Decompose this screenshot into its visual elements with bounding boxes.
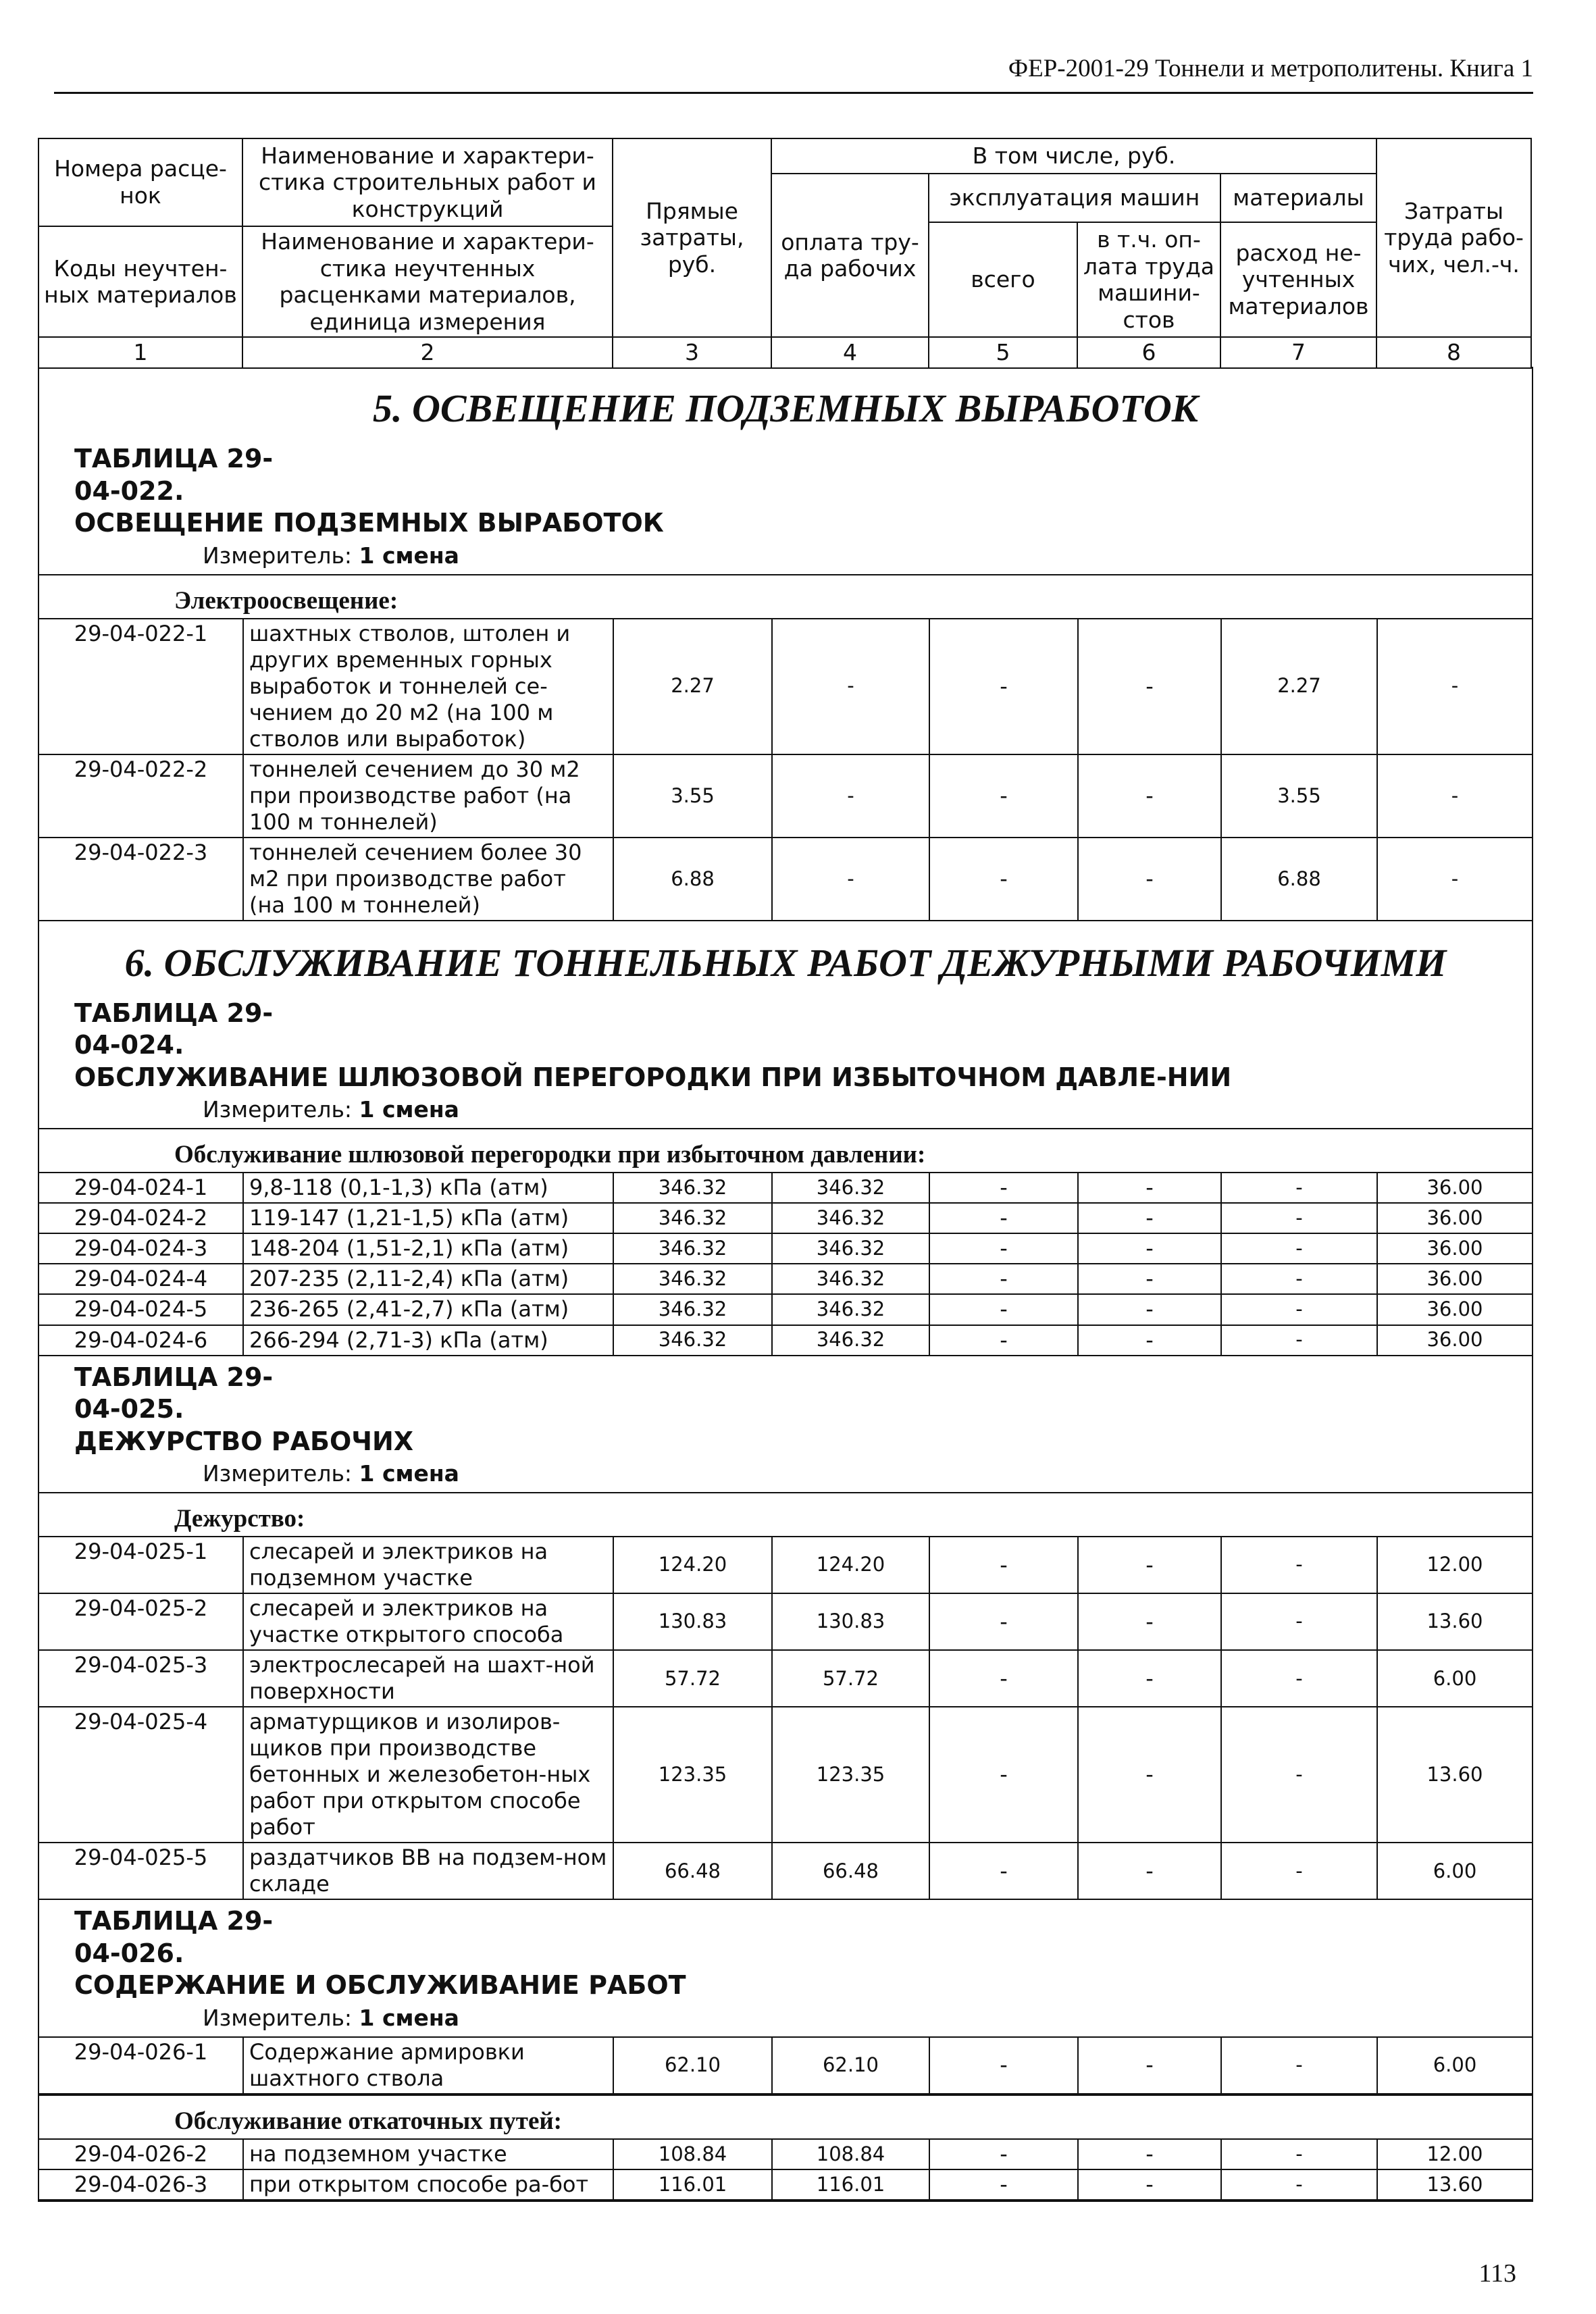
machines-total: - — [929, 1233, 1078, 1264]
col-num-6: 6 — [1077, 337, 1220, 368]
col-labor-header: Затраты труда рабо-чих, чел.-ч. — [1376, 138, 1531, 337]
rate-name: Содержание армировки шахтного ствола — [243, 2037, 613, 2094]
labor-cost: 13.60 — [1377, 2169, 1532, 2200]
direct-cost: 346.32 — [613, 1173, 772, 1203]
col-direct-header: Прямые затраты, руб. — [613, 138, 771, 337]
rate-code: 29-04-026-1 — [39, 2037, 243, 2094]
rate-name: на подземном участке — [243, 2139, 613, 2169]
rate-name: 236-265 (2,41-2,7) кПа (атм) — [243, 1294, 613, 1325]
table-code: ТАБЛИЦА 29-04-022. — [74, 444, 274, 506]
wage-cost: - — [772, 619, 929, 754]
machinist-wage: - — [1078, 1203, 1221, 1233]
direct-cost: 2.27 — [613, 619, 772, 754]
meter-line — [39, 540, 1532, 574]
labor-cost: 36.00 — [1377, 1233, 1532, 1264]
col-num-3: 3 — [613, 337, 771, 368]
table-title — [39, 1900, 1532, 2002]
labor-cost: 36.00 — [1377, 1294, 1532, 1325]
rate-name: 207-235 (2,11-2,4) кПа (атм) — [243, 1264, 613, 1294]
table-row — [39, 2139, 1532, 2169]
machines-total: - — [929, 1203, 1078, 1233]
meter-value: 1 смена — [359, 1096, 459, 1123]
direct-cost: 108.84 — [613, 2139, 772, 2169]
wage-cost: 124.20 — [772, 1537, 929, 1593]
col-num-5: 5 — [929, 337, 1077, 368]
col-name-header: Наименование и характери-стика строительных работ и конструкций — [242, 138, 613, 226]
materials-cost: - — [1221, 2139, 1377, 2169]
table-title — [39, 1356, 1532, 1458]
col-wage-header: оплата тру-да рабочих — [771, 174, 929, 337]
machinist-wage: - — [1078, 2037, 1221, 2094]
materials-cost: - — [1221, 1264, 1377, 1294]
table-code: ТАБЛИЦА 29-04-026. — [74, 1906, 274, 1968]
machinist-wage: - — [1078, 1537, 1221, 1593]
table-code: ТАБЛИЦА 29-04-025. — [74, 1362, 274, 1424]
rate-name: шахтных стволов, штолен и других временных горных выработок и тоннелей се-чением до 20 м2 (на 100 м стволов или выработок) — [243, 619, 613, 754]
machines-total: - — [929, 1325, 1078, 1356]
rate-code: 29-04-024-1 — [39, 1173, 243, 1203]
machinist-wage: - — [1078, 838, 1221, 921]
rate-name: раздатчиков ВВ на подзем-ном складе — [243, 1843, 613, 1899]
rate-name: тоннелей сечением до 30 м2 при производстве работ (на 100 м тоннелей) — [243, 754, 613, 838]
col-num-8: 8 — [1376, 337, 1531, 368]
group-label: Обслуживание шлюзовой перегородки при избыточном давлении: — [39, 1128, 1532, 1172]
col-machines-header: эксплуатация машин — [929, 174, 1220, 222]
rate-code: 29-04-025-4 — [39, 1707, 243, 1843]
table-name: ОБСЛУЖИВАНИЕ ШЛЮЗОВОЙ ПЕРЕГОРОДКИ ПРИ ИЗБЫТОЧНОМ ДАВЛЕ-НИИ — [74, 1062, 1232, 1092]
materials-cost: - — [1221, 1173, 1377, 1203]
col-number-header: Номера расце-нок — [38, 138, 242, 226]
group-label: Обслуживание откаточных путей: — [39, 2094, 1532, 2138]
table-code: ТАБЛИЦА 29-04-024. — [74, 998, 274, 1060]
col-incl-header: В том числе, руб. — [771, 138, 1376, 174]
materials-cost: - — [1221, 1203, 1377, 1233]
direct-cost: 346.32 — [613, 1233, 772, 1264]
direct-cost: 123.35 — [613, 1707, 772, 1843]
rate-code: 29-04-025-5 — [39, 1843, 243, 1899]
group-label: Электроосвещение: — [39, 574, 1532, 618]
direct-cost: 62.10 — [613, 2037, 772, 2094]
meter-line — [39, 1458, 1532, 1492]
table-row — [39, 1707, 1532, 1843]
labor-cost: 36.00 — [1377, 1203, 1532, 1233]
rate-code: 29-04-026-3 — [39, 2169, 243, 2200]
table-row — [39, 619, 1532, 754]
machinist-wage: - — [1078, 1264, 1221, 1294]
materials-cost: - — [1221, 1233, 1377, 1264]
machines-total: - — [929, 1843, 1078, 1899]
meter-label: Измеритель: — [203, 1096, 353, 1123]
col-materials-use-header: расход не-учтенных материалов — [1220, 222, 1376, 337]
table-row — [39, 1173, 1532, 1203]
meter-label: Измеритель: — [203, 2004, 353, 2031]
machines-total: - — [929, 1593, 1078, 1650]
machines-total: - — [929, 1707, 1078, 1843]
col-num-4: 4 — [771, 337, 929, 368]
direct-cost: 130.83 — [613, 1593, 772, 1650]
materials-cost: - — [1221, 1650, 1377, 1707]
table-name: ДЕЖУРСТВО РАБОЧИХ — [74, 1426, 414, 1456]
machinist-wage: - — [1078, 1650, 1221, 1707]
direct-cost: 66.48 — [613, 1843, 772, 1899]
wage-cost: 123.35 — [772, 1707, 929, 1843]
direct-cost: 124.20 — [613, 1537, 772, 1593]
machines-total: - — [929, 1537, 1078, 1593]
rate-name: арматурщиков и изолиров-щиков при производстве бетонных и железобетон-ных работ при открытом способе работ — [243, 1707, 613, 1843]
wage-cost: 346.32 — [772, 1325, 929, 1356]
rate-code: 29-04-025-1 — [39, 1537, 243, 1593]
rate-code: 29-04-025-2 — [39, 1593, 243, 1650]
machinist-wage: - — [1078, 1593, 1221, 1650]
meter-value: 1 смена — [359, 1460, 459, 1487]
machines-total: - — [929, 838, 1078, 921]
rates-table — [39, 1536, 1532, 1900]
materials-cost: 3.55 — [1221, 754, 1377, 838]
machines-total: - — [929, 1294, 1078, 1325]
labor-cost: 12.00 — [1377, 1537, 1532, 1593]
machinist-wage: - — [1078, 1843, 1221, 1899]
labor-cost: 36.00 — [1377, 1173, 1532, 1203]
table-row — [39, 1325, 1532, 1356]
direct-cost: 346.32 — [613, 1264, 772, 1294]
table-row — [39, 838, 1532, 921]
rate-name: 148-204 (1,51-2,1) кПа (атм) — [243, 1233, 613, 1264]
machines-total: - — [929, 754, 1078, 838]
direct-cost: 6.88 — [613, 838, 772, 921]
rates-table — [39, 1172, 1532, 1356]
rates-table — [39, 2036, 1532, 2094]
meter-line — [39, 2002, 1532, 2036]
meter-label: Измеритель: — [203, 542, 353, 569]
direct-cost: 3.55 — [613, 754, 772, 838]
page-header: ФЕР-2001-29 Тоннели и метрополитены. Книга 1 — [1008, 55, 1533, 82]
header-rule — [54, 92, 1533, 94]
labor-cost: 13.60 — [1377, 1707, 1532, 1843]
wage-cost: 346.32 — [772, 1173, 929, 1203]
col-total-header: всего — [929, 222, 1077, 337]
rate-name: 9,8-118 (0,1-1,3) кПа (атм) — [243, 1173, 613, 1203]
meter-value: 1 смена — [359, 2004, 459, 2031]
col-number-row — [38, 337, 1531, 368]
wage-cost: 346.32 — [772, 1294, 929, 1325]
machinist-wage: - — [1078, 1233, 1221, 1264]
wage-cost: 108.84 — [772, 2139, 929, 2169]
column-header-table — [38, 138, 1532, 369]
rate-name: слесарей и электриков на подземном участке — [243, 1537, 613, 1593]
wage-cost: 130.83 — [772, 1593, 929, 1650]
section-title: 5. ОСВЕЩЕНИЕ ПОДЗЕМНЫХ ВЫРАБОТОК — [372, 386, 1199, 430]
col-num-1: 1 — [38, 337, 242, 368]
machinist-wage: - — [1078, 1294, 1221, 1325]
meter-label: Измеритель: — [203, 1460, 353, 1487]
machinist-wage: - — [1078, 1325, 1221, 1356]
col-codes-header: Коды неучтен-ных материалов — [38, 226, 242, 337]
table-row — [39, 1537, 1532, 1593]
direct-cost: 57.72 — [613, 1650, 772, 1707]
rate-code: 29-04-024-4 — [39, 1264, 243, 1294]
wage-cost: 346.32 — [772, 1233, 929, 1264]
machines-total: - — [929, 2037, 1078, 2094]
col-name2-header: Наименование и характери-стика неучтенных расценками материалов, единица измерения — [242, 226, 613, 337]
wage-cost: 116.01 — [772, 2169, 929, 2200]
rate-code: 29-04-024-5 — [39, 1294, 243, 1325]
wage-cost: 57.72 — [772, 1650, 929, 1707]
machines-total: - — [929, 619, 1078, 754]
materials-cost: - — [1221, 1843, 1377, 1899]
table-row — [39, 1203, 1532, 1233]
labor-cost: 13.60 — [1377, 1593, 1532, 1650]
materials-cost: - — [1221, 1294, 1377, 1325]
labor-cost: 6.00 — [1377, 2037, 1532, 2094]
col-machinist-header: в т.ч. оп-лата труда машини-стов — [1077, 222, 1220, 337]
rate-code: 29-04-025-3 — [39, 1650, 243, 1707]
wage-cost: 66.48 — [772, 1843, 929, 1899]
col-materials-header: материалы — [1220, 174, 1376, 222]
machinist-wage: - — [1078, 2139, 1221, 2169]
labor-cost: 12.00 — [1377, 2139, 1532, 2169]
materials-cost: - — [1221, 1707, 1377, 1843]
rate-code: 29-04-024-3 — [39, 1233, 243, 1264]
machines-total: - — [929, 1173, 1078, 1203]
table-row — [39, 2169, 1532, 2200]
rate-code: 29-04-022-2 — [39, 754, 243, 838]
rate-name: при открытом способе ра-бот — [243, 2169, 613, 2200]
table-row — [39, 754, 1532, 838]
labor-cost: 6.00 — [1377, 1650, 1532, 1707]
direct-cost: 116.01 — [613, 2169, 772, 2200]
table-row — [39, 1650, 1532, 1707]
materials-cost: 6.88 — [1221, 838, 1377, 921]
labor-cost: - — [1377, 754, 1532, 838]
materials-cost: 2.27 — [1221, 619, 1377, 754]
table-title — [39, 992, 1532, 1094]
table-name: СОДЕРЖАНИЕ И ОБСЛУЖИВАНИЕ РАБОТ — [74, 1970, 686, 2001]
table-row — [39, 2037, 1532, 2094]
table-title — [39, 438, 1532, 540]
rate-name: 266-294 (2,71-3) кПа (атм) — [243, 1325, 613, 1356]
labor-cost: - — [1377, 619, 1532, 754]
machinist-wage: - — [1078, 754, 1221, 838]
col-num-2: 2 — [242, 337, 613, 368]
materials-cost: - — [1221, 1537, 1377, 1593]
table-name: ОСВЕЩЕНИЕ ПОДЗЕМНЫХ ВЫРАБОТОК — [74, 508, 664, 538]
labor-cost: 36.00 — [1377, 1264, 1532, 1294]
table-row — [39, 1233, 1532, 1264]
direct-cost: 346.32 — [613, 1203, 772, 1233]
machinist-wage: - — [1078, 1173, 1221, 1203]
rate-code: 29-04-026-2 — [39, 2139, 243, 2169]
rate-code: 29-04-022-1 — [39, 619, 243, 754]
meter-line — [39, 1094, 1532, 1128]
group-label: Дежурство: — [39, 1492, 1532, 1536]
rate-code: 29-04-022-3 — [39, 838, 243, 921]
wage-cost: - — [772, 838, 929, 921]
machines-total: - — [929, 1264, 1078, 1294]
rates-table — [39, 618, 1532, 921]
materials-cost: - — [1221, 2169, 1377, 2200]
labor-cost: 6.00 — [1377, 1843, 1532, 1899]
wage-cost: 62.10 — [772, 2037, 929, 2094]
table-row — [39, 1593, 1532, 1650]
wage-cost: 346.32 — [772, 1264, 929, 1294]
document-body — [38, 367, 1533, 2202]
direct-cost: 346.32 — [613, 1325, 772, 1356]
table-row — [39, 1843, 1532, 1899]
wage-cost: 346.32 — [772, 1203, 929, 1233]
rate-name: электрослесарей на шахт-ной поверхности — [243, 1650, 613, 1707]
labor-cost: - — [1377, 838, 1532, 921]
direct-cost: 346.32 — [613, 1294, 772, 1325]
materials-cost: - — [1221, 2037, 1377, 2094]
materials-cost: - — [1221, 1593, 1377, 1650]
rate-name: тоннелей сечением более 30 м2 при производстве работ (на 100 м тоннелей) — [243, 838, 613, 921]
machinist-wage: - — [1078, 2169, 1221, 2200]
section-title: 6. ОБСЛУЖИВАНИЕ ТОННЕЛЬНЫХ РАБОТ ДЕЖУРНЫМИ РАБОЧИМИ — [124, 940, 1447, 985]
machines-total: - — [929, 1650, 1078, 1707]
machines-total: - — [929, 2139, 1078, 2169]
rates-table — [39, 2138, 1532, 2201]
rate-code: 29-04-024-6 — [39, 1325, 243, 1356]
page-number: 113 — [1478, 2259, 1516, 2288]
col-num-7: 7 — [1220, 337, 1376, 368]
machines-total: - — [929, 2169, 1078, 2200]
rate-name: 119-147 (1,21-1,5) кПа (атм) — [243, 1203, 613, 1233]
meter-value: 1 смена — [359, 542, 459, 569]
machinist-wage: - — [1078, 1707, 1221, 1843]
table-row — [39, 1264, 1532, 1294]
rate-code: 29-04-024-2 — [39, 1203, 243, 1233]
table-row — [39, 1294, 1532, 1325]
wage-cost: - — [772, 754, 929, 838]
rate-name: слесарей и электриков на участке открытого способа — [243, 1593, 613, 1650]
labor-cost: 36.00 — [1377, 1325, 1532, 1356]
materials-cost: - — [1221, 1325, 1377, 1356]
machinist-wage: - — [1078, 619, 1221, 754]
